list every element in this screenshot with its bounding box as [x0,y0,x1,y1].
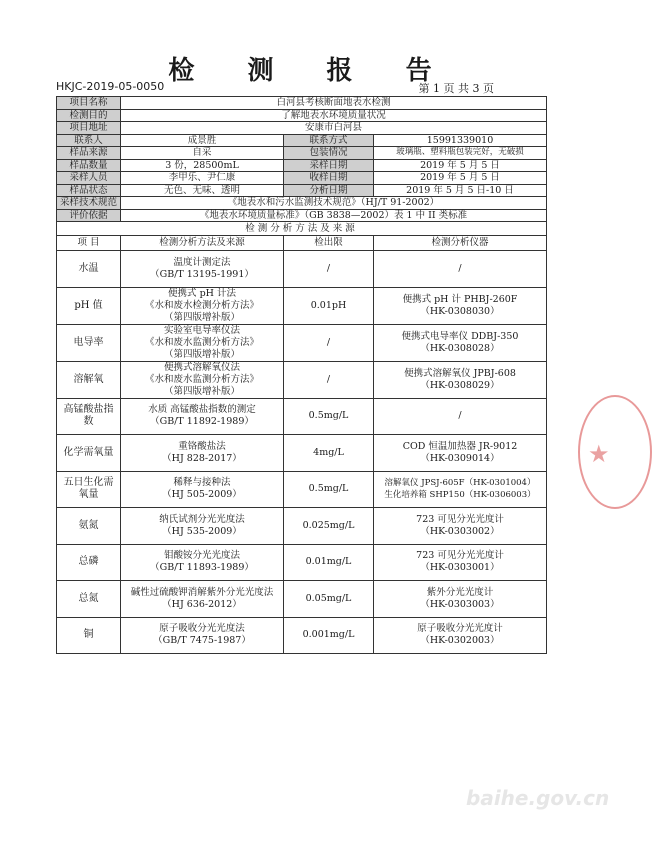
watermark: baihe.gov.cn [466,786,610,810]
detection-limit: 0.025mg/L [284,508,374,545]
method-line: （GB/T 7475-1987） [153,635,251,647]
document-number: HKJC-2019-05-0050 [56,80,165,93]
method-item: 五日生化需氧量 [57,471,121,508]
col-item-header: 项 目 [57,236,121,251]
method-line: 水质 高锰酸盐指数的测定 [148,404,256,416]
method-source [121,324,284,361]
source: 自采 [121,147,284,160]
instrument-line: 便携式 pH 计 PHBJ-260F [402,293,518,305]
instrument [374,251,547,288]
instrument-line: 原子吸收分光光度计 [417,623,503,635]
method-source [121,435,284,472]
method-line: 纳氏试剂分光光度法 [159,513,245,525]
method-line: （第四版增补版） [163,385,240,397]
method-source [121,508,284,545]
method-item: 铜 [57,617,121,654]
method-line: 碱性过硫酸钾消解紫外分光光度法 [130,586,274,598]
method-item: 总磷 [57,544,121,581]
instrument [374,398,547,435]
col-instrument-header: 检测分析仪器 [374,236,547,251]
instrument-line: / [458,262,462,274]
method-item: 电导率 [57,324,121,361]
method-line: 便携式溶解氧仪法 [163,361,240,373]
address: 安康市白河县 [121,122,547,135]
method-line: 钼酸铵分光光度法 [163,550,240,562]
instrument-line: （HK-0303001） [420,562,500,574]
method-line: （HJ 828-2017） [162,452,242,464]
method-row [57,287,547,324]
page-info: 第 1 页 共 3 页 [418,82,494,95]
sampling-date-label: 采样日期 [284,159,374,172]
source-label: 样品来源 [57,147,121,160]
method-line: 重铬酸盐法 [178,440,226,452]
method-line: （GB/T 11893-1989） [150,562,254,574]
instrument [374,435,547,472]
state-label: 样品状态 [57,184,121,197]
instrument-line: （HK-0308028） [420,342,500,354]
method-line: 《水和废水监测分析方法》 [144,373,259,385]
project-name-label: 项目名称 [57,97,121,110]
method-line: 实验室电导率仪法 [163,324,240,336]
method-source [121,287,284,324]
method-item: 总氮 [57,581,121,618]
instrument [374,361,547,398]
method-row [57,581,547,618]
eval-basis-label: 评价依据 [57,209,121,222]
instrument [374,581,547,618]
methods-section-title: 检测分析方法及来源 [57,222,547,236]
method-row [57,508,547,545]
contact-method: 15991339010 [374,134,547,147]
col-method-header: 检测分析方法及来源 [121,236,284,251]
state: 无色、无味、透明 [121,184,284,197]
instrument-line: （HK-0303002） [420,525,500,537]
instrument-line: （HK-0309014） [420,452,500,464]
purpose: 了解地表水环境质量状况 [121,109,547,122]
instrument-line: 723 可见分光光度计 [416,550,504,562]
instrument [374,287,547,324]
method-source [121,398,284,435]
packaging-label: 包装情况 [284,147,374,160]
project-name: 白河县考核断面地表水检测 [121,97,547,110]
method-item: 溶解氧 [57,361,121,398]
col-limit-header: 检出限 [284,236,374,251]
method-row [57,544,547,581]
instrument-line: 紫外分光光度计 [426,586,494,598]
instrument-line: （HK-0308030） [420,305,500,317]
instrument [374,508,547,545]
analysis-date: 2019 年 5 月 5 日-10 日 [374,184,547,197]
method-source [121,361,284,398]
report-table [56,96,547,654]
method-row [57,251,547,288]
method-line: （第四版增补版） [163,311,240,323]
method-source [121,617,284,654]
method-row [57,361,547,398]
report-title: 检 测 报 告 [168,56,454,86]
method-item: 化学需氧量 [57,435,121,472]
sampler-label: 采样人员 [57,172,121,185]
method-line: 温度计测定法 [173,256,231,268]
analysis-date-label: 分析日期 [284,184,374,197]
packaging: 玻璃瓶、塑料瓶包装完好，无破损 [374,147,547,160]
contact-method-label: 联系方式 [284,134,374,147]
method-item: 氨氮 [57,508,121,545]
address-label: 项目地址 [57,122,121,135]
method-row [57,398,547,435]
instrument-line: 便携式电导率仪 DDBJ-350 [401,330,519,342]
sampling-date: 2019 年 5 月 5 日 [374,159,547,172]
quantity: 3 份，28500mL [121,159,284,172]
instrument-line: （HK-0308029） [420,379,500,391]
receive-date-label: 收样日期 [284,172,374,185]
instrument-line: COD 恒温加热器 JR-9012 [402,440,518,452]
method-item: pH 值 [57,287,121,324]
method-line: 原子吸收分光光度法 [159,623,245,635]
detection-limit: / [284,361,374,398]
detection-limit: 0.5mg/L [284,471,374,508]
detection-limit: 4mg/L [284,435,374,472]
detection-limit: / [284,324,374,361]
tech-spec-label: 采样技术规范 [57,197,121,210]
instrument-line: （HK-0302003） [420,635,500,647]
method-line: 《水和废水监测分析方法》 [144,336,259,348]
method-row [57,471,547,508]
instrument-line: （HK-0303003） [420,598,500,610]
quantity-label: 样品数量 [57,159,121,172]
method-line: （HJ 636-2012） [162,598,242,610]
instrument-line: 溶解氧仪 JPSJ-605F（HK-0301004） [384,478,536,489]
method-line: 便携式 pH 计法 [168,287,236,299]
eval-basis: 《地表水环境质量标准》（GB 3838—2002）表 1 中 II 类标准 [121,209,547,222]
contact-label: 联系人 [57,134,121,147]
method-row [57,617,547,654]
method-line: （HJ 505-2009） [162,489,242,501]
method-row [57,324,547,361]
method-source [121,581,284,618]
instrument-line: / [458,410,462,422]
instrument-line: 便携式溶解氧仪 JPBJ-608 [404,367,516,379]
receive-date: 2019 年 5 月 5 日 [374,172,547,185]
method-item: 水温 [57,251,121,288]
detection-limit: 0.001mg/L [284,617,374,654]
method-item: 高锰酸盐指数 [57,398,121,435]
purpose-label: 检测目的 [57,109,121,122]
instrument [374,324,547,361]
detection-limit: 0.5mg/L [284,398,374,435]
method-source [121,251,284,288]
contact: 成景胜 [121,134,284,147]
method-line: 稀释与接种法 [173,477,231,489]
method-line: （GB/T 11892-1989） [150,416,254,428]
method-line: （第四版增补版） [163,348,240,360]
method-line: （HJ 535-2009） [162,525,242,537]
tech-spec: 《地表水和污水监测技术规范》（HJ/T 91-2002） [121,197,547,210]
method-line: （GB/T 13195-1991） [150,268,254,280]
instrument [374,471,547,508]
method-source [121,471,284,508]
method-row [57,435,547,472]
sampler: 李甲乐、尹仁康 [121,172,284,185]
seal-star-icon: ★ [588,440,610,468]
instrument [374,544,547,581]
method-source [121,544,284,581]
detection-limit: 0.01pH [284,287,374,324]
detection-limit: / [284,251,374,288]
instrument-line: 生化培养箱 SHP150（HK-0306003） [384,490,536,501]
instrument-line: 723 可见分光光度计 [416,513,504,525]
detection-limit: 0.01mg/L [284,544,374,581]
detection-limit: 0.05mg/L [284,581,374,618]
instrument [374,617,547,654]
method-line: 《水和废水检测分析方法》 [144,299,259,311]
